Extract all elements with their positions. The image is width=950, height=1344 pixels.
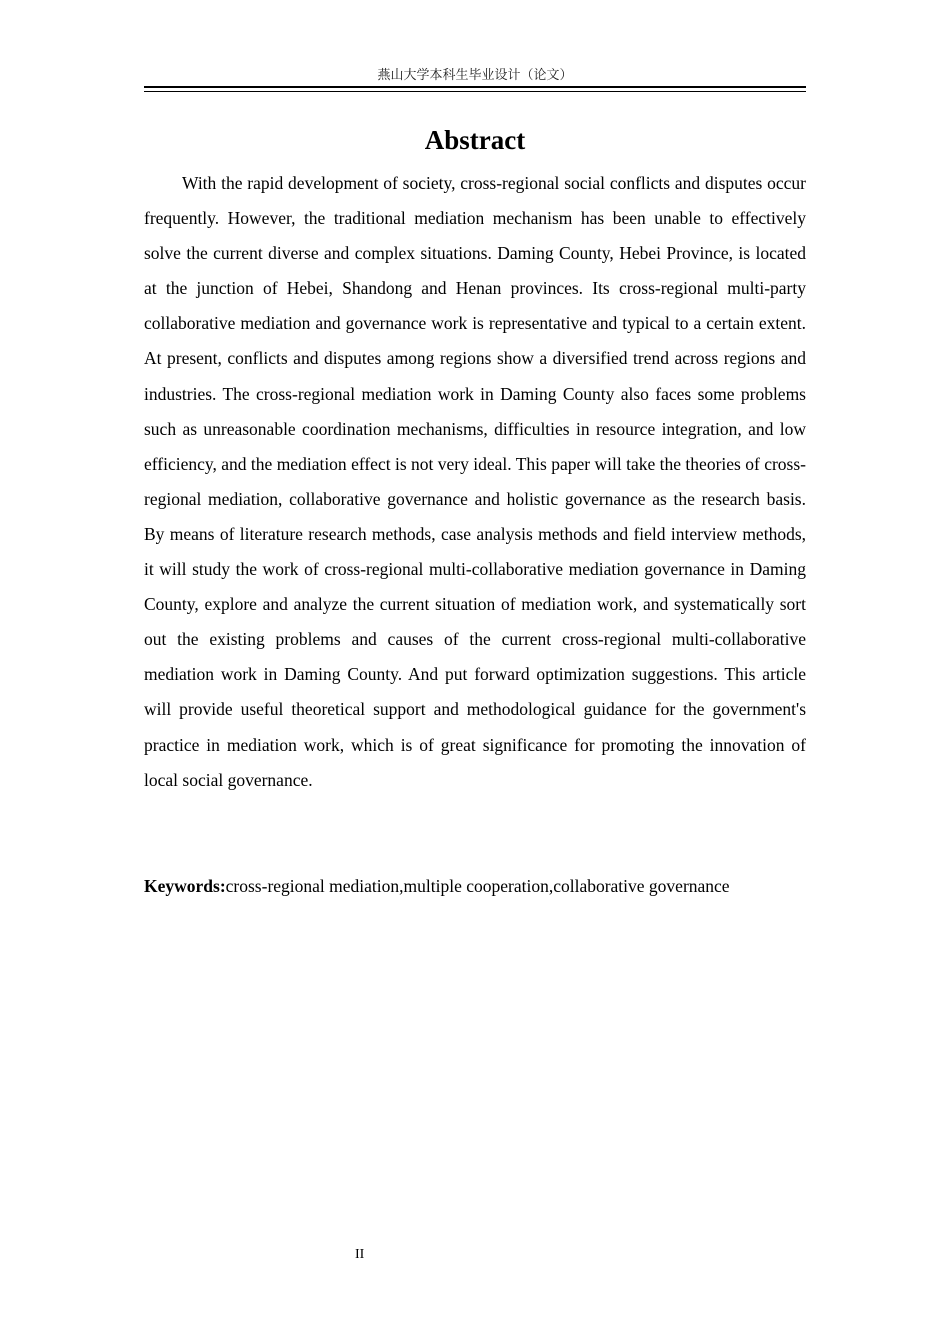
keywords-label: Keywords: [144, 876, 226, 896]
header-rule-thin [144, 91, 806, 92]
abstract-body: With the rapid development of society, cross-regional social conflicts and disputes occur frequently. However, the traditional mediation mechanism has been unable to effectively solve the current diverse and complex situations. Daming County, Hebei Province, is located at the junction of Hebei, Shandong and Henan provinces. Its cross-regional multi-party collaborative mediation and governance work is representative and typical to a certain extent. At present, conflicts and disputes among regions show a diversified trend across regions and industries. The cross-regional mediation work in Daming County also faces some problems such as unreasonable coordination mechanisms, difficulties in resource integration, and low efficiency, and the mediation effect is not very ideal. This paper will take the theories of cross-regional mediation, collaborative governance and holistic governance as the research basis. By means of literature research methods, case analysis methods and field interview methods, it will study the work of cross-regional multi-collaborative mediation governance in Daming County, explore and analyze the current situation of mediation work, and systematically sort out the existing problems and causes of the current cross-regional multi-collaborative mediation work in Daming County. And put forward optimization suggestions. This article will provide useful theoretical support and methodological guidance for the government's practice in mediation work, which is of great significance for promoting the innovation of local social governance. [144, 173, 806, 790]
keywords-value: cross-regional mediation,multiple cooperation,collaborative governance [225, 876, 730, 896]
page-header: 燕山大学本科生毕业设计（论文） [377, 68, 573, 83]
header-rule-thick [144, 86, 806, 88]
abstract-title: Abstract [424, 125, 526, 155]
keywords-line [144, 869, 806, 904]
page-number: II [355, 1247, 365, 1262]
